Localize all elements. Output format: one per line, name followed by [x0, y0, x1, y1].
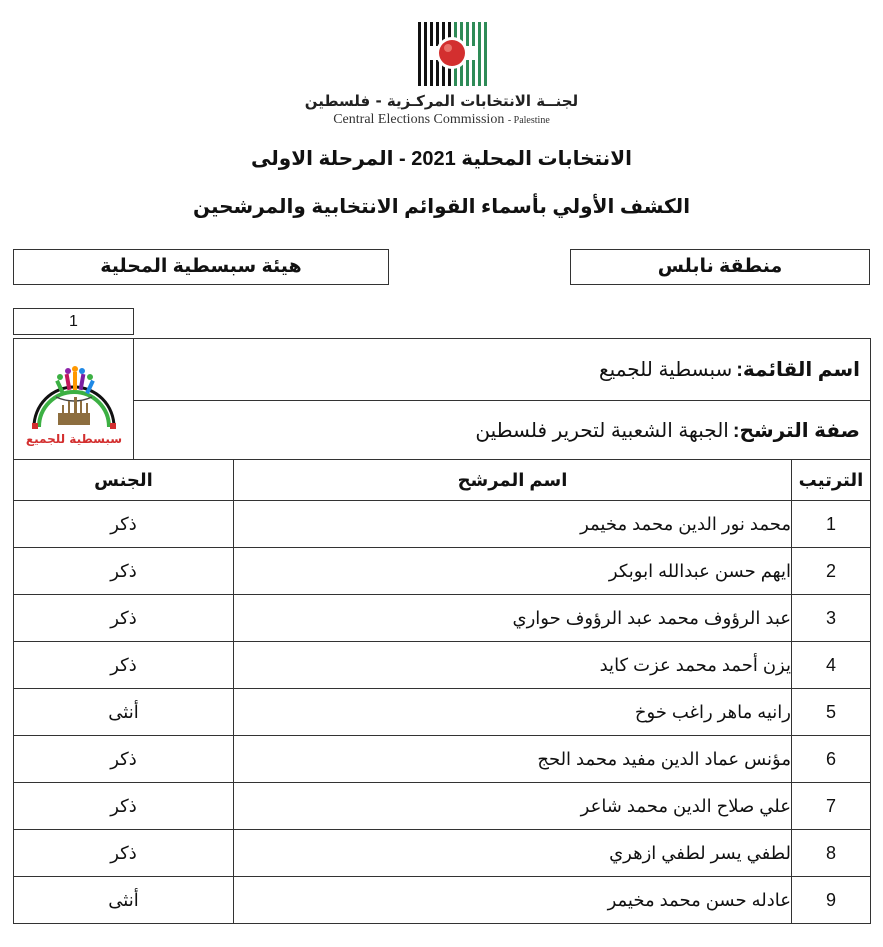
candidate-name: يزن أحمد محمد عزت كايد: [234, 642, 792, 689]
table-row: [14, 783, 870, 830]
org-name-english: [250, 112, 633, 128]
table-row: [14, 736, 870, 783]
list-name-value: سبسطية للجميع: [599, 359, 733, 381]
candidate-rank: 8: [792, 830, 871, 877]
table-row: [14, 877, 870, 924]
candidate-name: علي صلاح الدين محمد شاعر: [234, 783, 792, 830]
candidate-gender: ذكر: [14, 548, 234, 595]
candidacy-value: الجبهة الشعبية لتحرير فلسطين: [475, 419, 729, 442]
candidate-rank: 5: [792, 689, 871, 736]
table-row: [14, 548, 870, 595]
list-logo-cell: [14, 339, 134, 459]
candidate-name: عادله حسن محمد مخيمر: [234, 877, 792, 924]
candidate-gender: ذكر: [14, 595, 234, 642]
region-box: منطقة نابلس: [570, 249, 870, 285]
candidate-name: ايهم حسن عبدالله ابوبكر: [234, 548, 792, 595]
candidate-rank: 2: [792, 548, 871, 595]
org-name-en-suffix: - Palestine: [507, 115, 550, 126]
list-logo-caption: سبسطية للجميع: [25, 432, 122, 446]
candidate-gender: ذكر: [14, 783, 234, 830]
org-name-en-main: Central Elections Commission: [333, 112, 505, 127]
candidate-name: محمد نور الدين محمد مخيمر: [234, 501, 792, 548]
candidate-list-table: [13, 338, 871, 924]
candidate-rank: 3: [792, 595, 871, 642]
candidate-rank: 9: [792, 877, 871, 924]
candidates-table: [14, 459, 870, 923]
list-logo-icon: [24, 347, 124, 451]
list-name-label: اسم القائمة:: [736, 359, 860, 381]
org-name-arabic: لجنــة الانتخابات المركـزية - فلسطين: [304, 92, 579, 110]
candidate-name: عبد الرؤوف محمد عبد الرؤوف حواري: [234, 595, 792, 642]
candidate-rank: 1: [792, 501, 871, 548]
candidate-rank: 4: [792, 642, 871, 689]
candidate-rank: 6: [792, 736, 871, 783]
candidate-name: رانيه ماهر راغب خوخ: [234, 689, 792, 736]
candidacy-section: [134, 401, 870, 459]
candidate-name: لطفي يسر لطفي ازهري: [234, 830, 792, 877]
table-row: [14, 501, 870, 548]
candidate-name: مؤنس عماد الدين مفيد محمد الحج: [234, 736, 792, 783]
table-row: [14, 689, 870, 736]
header-name: اسم المرشح: [234, 460, 792, 501]
list-number-box: 1: [13, 308, 134, 335]
candidate-gender: ذكر: [14, 830, 234, 877]
list-name-row: [134, 339, 870, 401]
header-gender: الجنس: [14, 460, 234, 501]
candidacy-label: صفة الترشح:: [732, 419, 860, 442]
candidate-gender: ذكر: [14, 501, 234, 548]
table-row: [14, 642, 870, 689]
candidacy-row: [134, 401, 870, 459]
candidate-rank: 7: [792, 783, 871, 830]
candidate-gender: أنثى: [14, 689, 234, 736]
table-row: [14, 830, 870, 877]
cec-logo-icon: [418, 22, 488, 86]
table-row: [14, 595, 870, 642]
candidate-gender: ذكر: [14, 642, 234, 689]
header-rank: الترتيب: [792, 460, 871, 501]
document-title: الانتخابات المحلية 2021 - المرحلة الاولى: [251, 148, 632, 170]
authority-box: هيئة سبسطية المحلية: [13, 249, 389, 285]
candidate-gender: أنثى: [14, 877, 234, 924]
candidate-gender: ذكر: [14, 736, 234, 783]
table-header-row: [14, 460, 870, 501]
document-subtitle: الكشف الأولي بأسماء القوائم الانتخابية والمرشحين: [192, 196, 691, 218]
